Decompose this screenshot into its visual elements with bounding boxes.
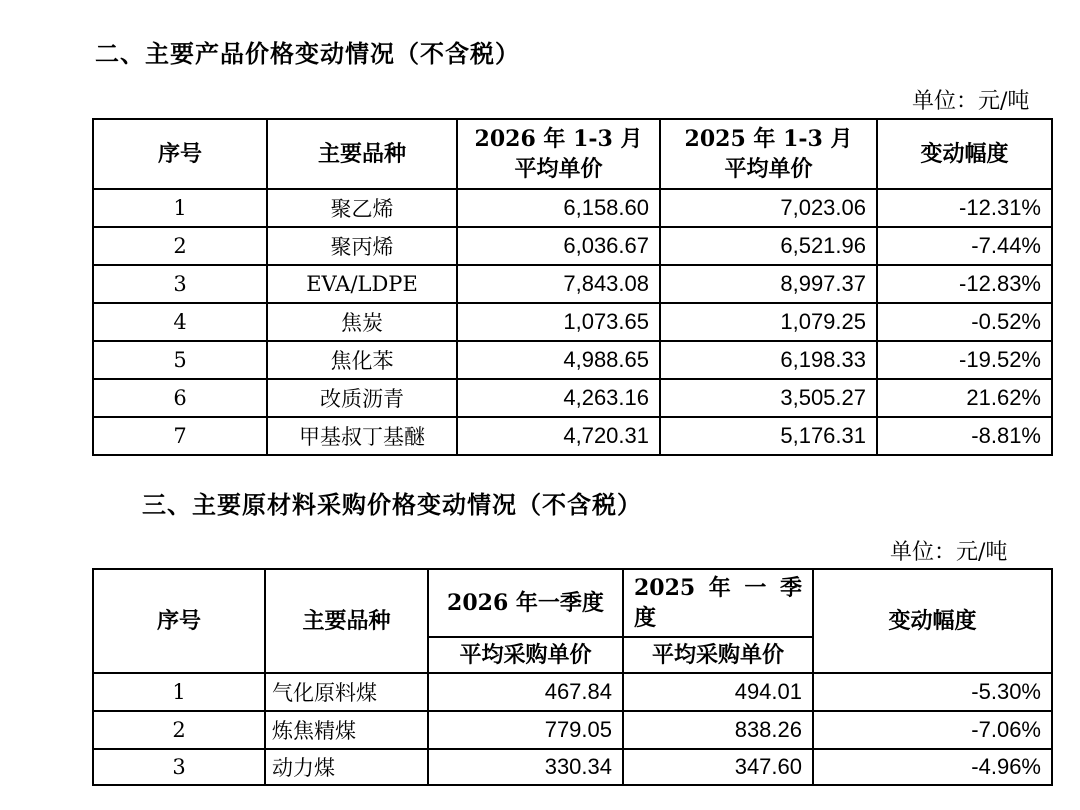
header-current-subtitle: 平均采购单价 <box>428 637 623 673</box>
cell-previous-price: 838.26 <box>623 711 813 749</box>
cell-change: -19.52% <box>877 341 1052 379</box>
cell-previous-price: 6,198.33 <box>660 341 877 379</box>
header-current-period <box>457 119 660 189</box>
cell-seq: 6 <box>93 379 267 417</box>
cell-product: 聚乙烯 <box>267 189 457 227</box>
cell-change: -0.52% <box>877 303 1052 341</box>
cell-current-price: 330.34 <box>428 749 623 785</box>
header-current-quarter: 2026 年一季度 <box>428 569 623 637</box>
cell-current-price: 7,843.08 <box>457 265 660 303</box>
cell-product: 炼焦精煤 <box>265 711 428 749</box>
section3-unit: 单位：元/吨 <box>890 540 1008 565</box>
cell-product: 焦化苯 <box>267 341 457 379</box>
cell-change: -8.81% <box>877 417 1052 455</box>
table-row <box>93 303 1052 341</box>
cell-change: -4.96% <box>813 749 1052 785</box>
header-previous-quarter-part5: 度 <box>634 605 657 631</box>
cell-change: -12.83% <box>877 265 1052 303</box>
header-seq: 序号 <box>93 119 267 189</box>
header-product: 主要品种 <box>267 119 457 189</box>
cell-current-price: 1,073.65 <box>457 303 660 341</box>
cell-previous-price: 8,997.37 <box>660 265 877 303</box>
cell-product: EVA/LDPE <box>267 265 457 303</box>
cell-current-price: 6,158.60 <box>457 189 660 227</box>
cell-previous-price: 347.60 <box>623 749 813 785</box>
cell-seq: 3 <box>93 265 267 303</box>
table-row <box>93 227 1052 265</box>
cell-seq: 2 <box>93 711 265 749</box>
header-previous-period-line2: 平均单价 <box>724 156 813 182</box>
cell-product: 甲基叔丁基醚 <box>267 417 457 455</box>
table-row <box>93 749 1052 785</box>
table-row <box>93 379 1052 417</box>
header-change: 变动幅度 <box>813 569 1052 673</box>
section2-unit: 单位：元/吨 <box>912 89 1030 114</box>
cell-current-price: 779.05 <box>428 711 623 749</box>
header-previous-period <box>660 119 877 189</box>
table-row <box>93 417 1052 455</box>
cell-previous-price: 7,023.06 <box>660 189 877 227</box>
cell-change: -5.30% <box>813 673 1052 711</box>
cell-product: 动力煤 <box>265 749 428 785</box>
cell-seq: 5 <box>93 341 267 379</box>
cell-seq: 1 <box>93 189 267 227</box>
header-previous-quarter-part1: 2025 <box>634 575 696 601</box>
cell-seq: 7 <box>93 417 267 455</box>
header-seq: 序号 <box>93 569 265 673</box>
cell-change: -7.06% <box>813 711 1052 749</box>
header-previous-quarter-part4: 季 <box>779 575 802 601</box>
section3-title: 三、主要原材料采购价格变动情况（不含税） <box>142 490 642 519</box>
header-previous-quarter-part2: 年 <box>708 575 731 601</box>
header-previous-subtitle: 平均采购单价 <box>623 637 813 673</box>
table-row <box>93 711 1052 749</box>
product-price-table <box>92 118 1053 456</box>
cell-change: -12.31% <box>877 189 1052 227</box>
header-product: 主要品种 <box>265 569 428 673</box>
header-current-period-line2: 平均单价 <box>514 156 603 182</box>
cell-product: 聚丙烯 <box>267 227 457 265</box>
cell-product: 气化原料煤 <box>265 673 428 711</box>
header-previous-period-line1: 2025 年 1-3 月 <box>684 126 853 152</box>
raw-material-price-table <box>92 568 1053 786</box>
header-current-period-line1: 2026 年 1-3 月 <box>474 126 643 152</box>
cell-previous-price: 5,176.31 <box>660 417 877 455</box>
cell-seq: 3 <box>93 749 265 785</box>
cell-seq: 1 <box>93 673 265 711</box>
header-change: 变动幅度 <box>877 119 1052 189</box>
cell-current-price: 4,263.16 <box>457 379 660 417</box>
cell-current-price: 467.84 <box>428 673 623 711</box>
cell-previous-price: 1,079.25 <box>660 303 877 341</box>
cell-product: 焦炭 <box>267 303 457 341</box>
cell-current-price: 6,036.67 <box>457 227 660 265</box>
section2-title: 二、主要产品价格变动情况（不含税） <box>95 39 520 68</box>
header-previous-quarter-part3: 一 <box>744 575 767 601</box>
cell-product: 改质沥青 <box>267 379 457 417</box>
table-row <box>93 341 1052 379</box>
table-row <box>93 673 1052 711</box>
cell-current-price: 4,720.31 <box>457 417 660 455</box>
table-row <box>93 189 1052 227</box>
cell-previous-price: 6,521.96 <box>660 227 877 265</box>
cell-seq: 2 <box>93 227 267 265</box>
cell-seq: 4 <box>93 303 267 341</box>
cell-change: 21.62% <box>877 379 1052 417</box>
cell-change: -7.44% <box>877 227 1052 265</box>
table-row <box>93 265 1052 303</box>
cell-current-price: 4,988.65 <box>457 341 660 379</box>
header-previous-quarter <box>623 569 813 637</box>
cell-previous-price: 3,505.27 <box>660 379 877 417</box>
cell-previous-price: 494.01 <box>623 673 813 711</box>
